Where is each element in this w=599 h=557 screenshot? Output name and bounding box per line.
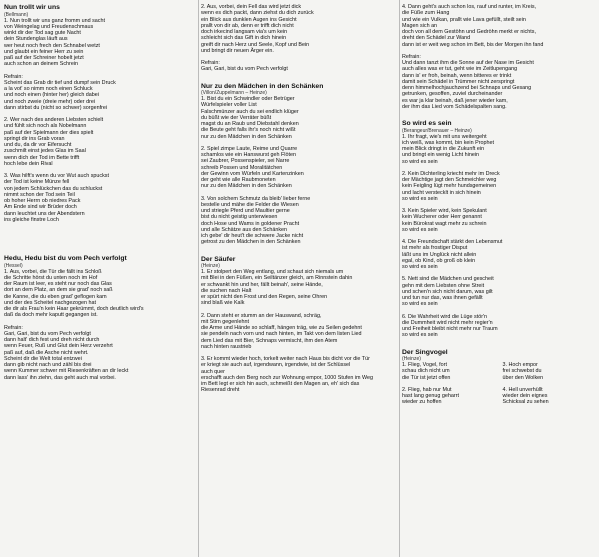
song-nur-zu-den-maedchen xyxy=(201,83,396,246)
column-middle xyxy=(201,4,396,554)
song-credit: (Villon/Zuppelmann – Heinze) xyxy=(201,90,267,97)
verse-2: 2. Flieg, hab nur Mut hast lang genug geharrt wieder zu hoffen xyxy=(402,386,459,406)
song-nun-trollt-wir-uns xyxy=(4,4,195,223)
song-credit: (Heinze) xyxy=(201,263,220,270)
verse-row xyxy=(402,387,595,412)
song-hedu-hedu xyxy=(4,255,195,381)
verse-4: 4. Hell unverhüllt wieder dein eignes Schicksal zu sehen xyxy=(502,386,549,406)
verse-1: 1. Nun trollt wir uns ganz fromm und sacht von Weingelag und Freudenschmaus winkt dir der Tod sag gute Nacht dein Stundenglas läuft aus wer heut noch frech den Schnabel wetzt und glaubt ein feiner Herr zu sein paß auf der Schreiner hobelt jetzt auch schon an deinem Schrein xyxy=(4,17,105,68)
verse-2: 2. Spiel zimpe Laute, Reime und Quarre schamlos wie ein Hanswurst geh Flöten sei Zaubrer, Possenspieler, sei Narre schreib Possen und Moralitätchen der Gewinn vom Würfeln und Kartenzinken der geht wie alle Raubmoneten nur zu den Mädchen in den Schänken xyxy=(201,145,304,190)
verse-2: 2. Aus, vorbei, dein Fell das wird jetzt dick wenn es dich packt, dann ziehst du dich zurück ein Blick aus dunklen Augen ins Gesicht prallt von dir ab, denn er trifft dich nicht doch irkecind langsam via's um kein schleicht sich das Gift in dich hinein greift dir nach Herz und Seele, Kopf und Bein und bringt dir neuen Ärger ein. xyxy=(201,4,314,54)
verse-2: 2. Dann steht er stumm an der Hauswand, schräg, mit Stirn gegenlehnt die Arme und Hände so schlaff, hängen träg, wie zu Seilen gedehnt sie pendeln nach vorn und nach hinten, im Takt von dem listen Lied dem Lied das mit Bier, Schnaps vermischt, ihm den Atem nach hinten raustrieb xyxy=(201,312,362,350)
verse-4: 4. Die Freundschaft stärkt den Lebensmut ist mehr als frostiger Disput läßt uns im Unglück nicht allein egal, ob Kind, ob groß ob klein so wird es sein xyxy=(402,239,503,271)
verse-row xyxy=(402,362,595,387)
song-der-saeufer-continued xyxy=(402,4,595,110)
song-credit: (Berangeur/Brenauer – Heinze) xyxy=(402,127,472,134)
song-credit: (Hessel) xyxy=(4,262,23,269)
song-title: Hedu, Hedu bist du vom Pech verfolgt xyxy=(4,255,127,263)
verse-3: 3. Hoch empor frei schwebst du über den Wolken xyxy=(502,362,544,381)
column-right xyxy=(402,4,595,554)
verse-3: 3. Von solchem Schmutz da bleib' lieber ferne bestelle und mähe die Felder die Wiesen und striegle Pferd und Maultier gerne bist du nicht geistig unterwiesen doch Hose und Wams in goldener Pracht und alle Schätze aus den Schänken ich gebe' dir heut't die schwere Jacke nicht getrost zu den Mädchen in den Schänken xyxy=(201,195,311,246)
song-title: Der Säufer xyxy=(201,255,236,263)
song-der-saeufer xyxy=(201,256,396,394)
refrain: Refrain: Scheint das Grab dir tief und dumpf sein Druck a la vot' so nimm noch einen Schluck und noch einen (hinter her) gleich dabei und noch zweie (dreie mehr) oder drei dann stirbst du (nicht so schwer) sorgenfrei xyxy=(4,73,116,111)
verse-6: 6. Die Wahrheit wird die Lüge stör'n die Dummheit wird nicht mehr regier'n und Freiheit bleibt nicht mehr nur Traum so wird es sein xyxy=(402,313,498,339)
column-left xyxy=(4,4,195,554)
verse-1: 1. Bist du ein Schwindler oder Betrüger Würfelspieler voller List Falschmünzer auch du sei endlich klüger du büßt wie der Verräter büßt magst du an Raub und Diebstahl denken die Beute geht falls ihr's noch nicht wißt nur zu den Mädchen in den Schänken xyxy=(201,96,299,140)
song-credit: (Bellmann) xyxy=(4,11,29,18)
refrain: Refrain: Gari, Gari, bist du vom Pech verfolgt xyxy=(201,60,288,73)
song-so-wird-es-sein xyxy=(402,120,595,339)
verse-1: 1. Er stolpert den Weg entlang, und schaut sich niemals um mit Blei in den Füßen, ein Seiltänzer gleich, am Rinnstein dahin er schwankt hin und her, fällt beinah', seine Hände, die suchen nach Halt er spürt nicht den Frost und den Regen, seine Ohren sind blaß wie Kalk xyxy=(201,269,353,307)
verse-3: 3. Was hilft's wenn du vor Wut auch spuckst der Tod ist keine Münze fell von jedem Schlückchen das du schluckst nimmt schon der Tod sein Teil ob hoher Herrn ob niedres Pack Am Ende sind wir Brüder doch dann leuchtet uns der Abendstern ins gleiche finstre Loch xyxy=(4,173,109,223)
verse-3: 3. Kein Spieler wird, kein Spekulant kein Wucherer oder Herr genannt kein Bürokrat wagt mehr zu schrein so wird es sein xyxy=(402,208,487,233)
verse-4: 4. Dann geht's auch schon los, rauf und runter, im Kreis, die Füße zum Hang und wie ein Vulkan, prallt wie Lava gefüllt, steilt sein Magen sich an doch von all dem Gestöhn und Gedröhn merkt er nichts, dreht den Schädel zur Wand dann ist er weit weg schon im Bett, bis der Morgen ihn fand xyxy=(402,4,544,48)
song-title: So wird es sein xyxy=(402,120,452,127)
song-title: Nun trollt wir uns xyxy=(4,4,60,11)
song-credit: (Heinze) xyxy=(402,356,421,363)
verse-1: 1. Flieg, Vogel, fort schau dich nicht um die Tür ist jetzt offen xyxy=(402,362,451,381)
refrain: Refrain: Gari, Gari, bist du vom Pech verfolgt dann halt' dich fest und dreh nicht durch wenn Feuer, Ruß und Glut dein Herz verzehrt paß auf, daß die Asche nicht wehrt. Scheint dir die Welt total entzwei dann gib nicht nach und zähl bis drei wenn Kummer schwer mit Riesenkräften an dir leckt dann lass' ihn ziehn, das geht auch mal vorbei. xyxy=(4,324,129,381)
verse-2: 2. Kein Dichterling kriecht mehr im Dreck der Mächtige jagt den Schmeichler weg kein Feigling lügt mehr hundsgemeinen und lacht verstecklt in sich hinein so wird es sein xyxy=(402,170,500,202)
verse-3: 3. Er kommt wieder hoch, torkelt weiter nach Haus bis dicht vor die Tür er kriegt sie auch auf, irgendwann, irgendwie, ist der Schlüssel auch quer erschafft auch den Berg noch zur Wohnung empor, 1000 Stufen im Weg im Bett legt er sich hin auch, schmeißt den Magen an, eh' sich das Riesenrad dreht xyxy=(201,356,374,394)
song-der-singvogel xyxy=(402,349,595,412)
verse-2: 2. Wer nach des anderen Liebsten schielt und fühlt sich noch als Nobelmann paß auf der Spielmann der dies spielt springt dir ins Grab voran und du, da dir vor Eifersucht zuschmilt einst jedes Glas im Saal wenn dich der Tod im Bette trifft hoch lebe dein Rival xyxy=(4,117,104,167)
verse-1: 1. Aus, vorbei, die Tür die fällt ins Schloß die Schritte hörst du unten noch im Hof der Raum ist leer, es steht nur noch das Glas dort an dem Platz, an dem sie grad' noch saß die Kanne, die du eben grad' geflogen kam und der des Scheitel nachgezogen hat die dir als Frau'n kein Haar gekrümmt, doch deutlich wird's daß da doch mehr kaputt gegangen ist. xyxy=(4,268,144,319)
song-title: Der Singvogel xyxy=(402,348,448,356)
page-fold-divider xyxy=(399,0,400,557)
verse-1: 1. Ihr fragt, wie's mit uns weitergeht ich weiß, was kommt, bin kein Prophet mein Blick dringt in die Zukunft ein und bringt ein wenig Licht hinein so wird es sein xyxy=(402,133,494,165)
refrain: Refrain: Und dann tanzt ihm die Sonne auf der Nase im Gesicht auch alles was er tut, geht wie im Zeitlupengang dann is' er froh, beinah, wenn bitteres er trinkt damit sein Schädel in Trümmer nicht zerspringt denn himmelhochjauchzend bei Schnaps und Gesang getrunken, gesoffen, zuviel durcheinander es war ja klar beinah, daß jener wieder kam, der ihm das Lied vom Schädelspalten sang. xyxy=(402,53,534,110)
verse-5: 5. Nett sind die Mädchen und gescheit gehn mit dem Liebsten ohne Streit und schen'n sich nicht darum, was gilt und tun nur das, was ihnen gefällt so wird es sein xyxy=(402,276,494,308)
song-hedu-hedu-continued xyxy=(201,4,396,73)
song-title: Nur zu den Mädchen in den Schänken xyxy=(201,82,324,90)
page-fold-divider xyxy=(198,0,199,557)
